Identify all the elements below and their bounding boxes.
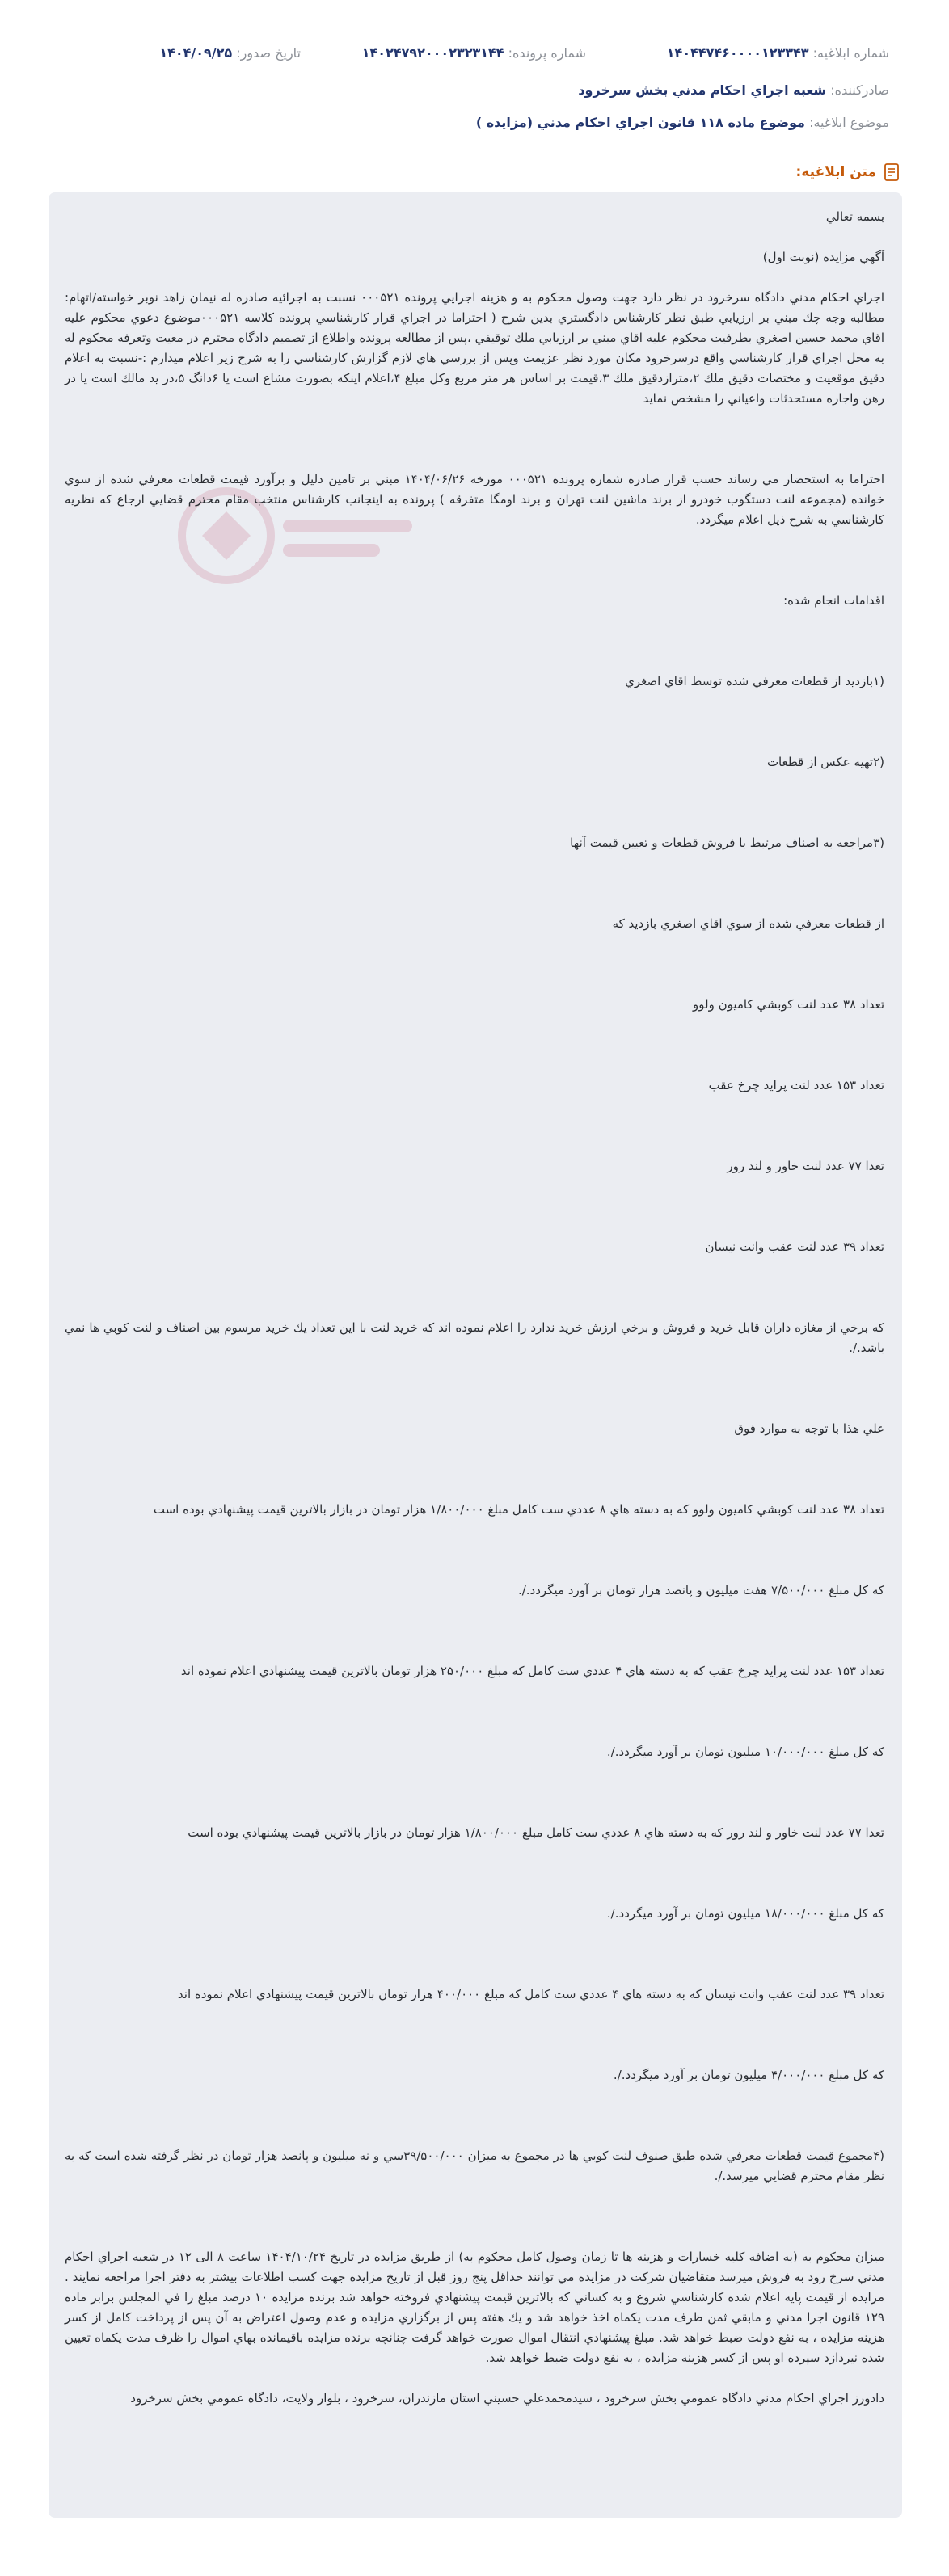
body-paragraph: كه برخي از مغازه داران قابل خريد و فروش و برخي ارزش خريد ندارد را اعلام نموده اند كه خريد لنت با اين تعداد يك خريد مرسوم بين اصناف و لنت كوبي ها نمي باشد./.: [65, 1320, 884, 1355]
body-paragraph: اقدامات انجام شده:: [783, 593, 884, 608]
subject-value: موضوع ماده ۱۱۸ قانون اجراي احكام مدني (مزايده ): [475, 115, 805, 130]
body-paragraph: (۲تهيه عكس از قطعات: [766, 755, 884, 769]
sender-value: شعبه اجراي احكام مدني بخش سرخرود: [578, 82, 827, 98]
body-paragraph: تعدا ۷۷ عدد لنت خاور و لند رور كه به دسته هاي ۸ عددي ست كامل مبلغ ۱/۸۰۰/۰۰۰ هزار تومان در بازار بالاترين قيمت پيشنهادي بوده است: [188, 1825, 884, 1840]
body-paragraph: (۱بازديد از قطعات معرفي شده توسط اقاي اصغري: [625, 674, 884, 688]
body-paragraph: كه كل مبلغ ۷/۵۰۰/۰۰۰ هفت ميليون و پانصد هزار تومان بر آورد ميگردد./.: [517, 1583, 884, 1597]
case-number-label: شماره پرونده:: [508, 45, 586, 61]
notice-body-panel: [49, 192, 902, 2518]
body-paragraph: علي هذا با توجه به موارد فوق: [734, 1421, 884, 1436]
body-paragraph: كه كل مبلغ ۱۰/۰۰۰/۰۰۰ ميليون تومان بر آورد ميگردد./.: [606, 1745, 884, 1759]
body-paragraph: (۳مراجعه به اصناف مرتبط با فروش قطعات و تعيين قيمت آنها: [570, 836, 884, 850]
body-paragraph: كه كل مبلغ ۱۸/۰۰۰/۰۰۰ ميليون تومان بر آورد ميگردد./.: [606, 1906, 884, 1921]
body-paragraph: تعداد ۳۸ عدد لنت كوبشي كاميون ولوو: [693, 997, 884, 1012]
body-paragraph: تعداد ۱۵۳ عدد لنت پرايد چرخ عقب: [708, 1078, 884, 1092]
issue-date-value: ۱۴۰۴/۰۹/۲۵: [159, 45, 233, 61]
notice-number-label: شماره ابلاغیه:: [812, 45, 889, 61]
meta-row: [49, 44, 889, 62]
body-paragraph: تعداد ۳۹ عدد لنت عقب وانت نيسان: [705, 1240, 884, 1254]
document-icon: [883, 162, 900, 182]
body-paragraph: تعداد ۳۸ عدد لنت كوبشي كاميون ولوو كه به دسته هاي ۸ عددي ست كامل مبلغ ۱/۸۰۰/۰۰۰ هزار تومان در بازار بالاترين قيمت پيشنهادي بوده است: [153, 1502, 884, 1517]
body-paragraph: بسمه تعالي: [825, 209, 884, 224]
sender-row: [49, 82, 889, 99]
case-number-value: ۱۴۰۲۴۷۹۲۰۰۰۲۳۲۳۱۴۴: [361, 45, 504, 61]
body-paragraph: تعداد ۳۹ عدد لنت عقب وانت نيسان كه به دسته هاي ۴ عددي ست كامل كه مبلغ ۴۰۰/۰۰۰ هزار تومان بالاترين قيمت پيشنهادي اعلام نموده اند: [177, 1987, 884, 2001]
issue-date: [159, 44, 301, 62]
subject-row: [49, 114, 889, 132]
body-paragraph: ميزان محكوم به (به اضافه كليه خسارات و هزينه ها تا زمان وصول كامل محكوم به) از طريق مزايده در تاريخ ۱۴۰۴/۱۰/۲۴ ساعت ۸ الی ۱۲ در شعبه اجراي احكام مدني سرخ رود به فروش ميرسد متقاضيان شركت در مزايده مي توانند حداقل پنج روز قبل از تاريخ مزايده جهت كسب اطلاعات بيشتر به دفتر اجرا مراجعه نمايند . مزايده از قيمت پايه اعلام شده كارشناسي شروع و به كساني كه بالاترين قيمت پيشنهادي فروخته خواهد شد برنده مزايده ۱۰ درصد مبلغ را في المجلس برابر ماده ۱۲۹ قانون اجرا مدني و مابقي ثمن ظرف مدت يكماه اخذ خواهد شد و يك هفته پس از برگزاري مزايده و عدم وصول اعتراض به آن پس از پرداخت كامل از كسر هزينه مزايده ، به نفع دولت ضبط خواهد شد. مبلغ پيشنهادي انتقال اموال صورت خواهد گرفت چنانچه برنده مزايده باقيمانده بهاي اموال را ظرف مدت يكماه تعيين شده نيردازد سپرده او پس از كسر هزينه مزايده ، به نفع دولت ضبط خواهد شد.: [65, 2250, 884, 2365]
sender-label: صادرکننده:: [830, 82, 889, 98]
body-paragraph: (۴مجموع قيمت قطعات معرفي شده طبق صنوف لنت كوبي ها در مجموع به ميزان ۳۹/۵۰۰/۰۰۰سي و نه ميليون و پانصد هزار تومان در نظر گرفته شده است كه به نظر مقام محترم قضايي ميرسد./.: [65, 2149, 884, 2183]
body-paragraph: كه كل مبلغ ۴/۰۰۰/۰۰۰ ميليون تومان بر آورد ميگردد./.: [613, 2068, 884, 2082]
issue-date-label: تاریخ صدور:: [236, 45, 301, 61]
notice-header: [0, 0, 949, 154]
notice-body: [65, 207, 884, 2409]
subject-label: موضوع ابلاغیه:: [809, 115, 889, 130]
body-paragraph: تعدا ۷۷ عدد لنت خاور و لند رور: [727, 1159, 884, 1173]
notice-text-title: متن ابلاغیه:: [795, 164, 876, 180]
body-paragraph: احتراما به استحضار مي رساند حسب قرار صادره شماره پرونده ۰۰۰۵۲۱ مورخه ۱۴۰۴/۰۶/۲۶ مبني بر تامين دليل و برآورد قيمت قطعات معرفي شده از سوي خوانده (مجموعه لنت دستگوب خودرو از برند ماشين لنت تهران و برند اومگا متفرقه ) پرونده به اينجانب كارشناس منتخب مقام محترم قضايي ارجاع كه نظريه كارشناسي به شرح ذيل اعلام ميگردد.: [65, 472, 884, 527]
body-paragraph: آگهي مزايده (نوبت اول): [762, 250, 884, 264]
notice-number: [667, 44, 889, 62]
body-paragraph: از قطعات معرفي شده از سوي اقاي اصغري بازديد كه: [612, 916, 884, 931]
notice-text-heading: [796, 162, 900, 183]
body-paragraph: دادورز اجراي احكام مدني دادگاه عمومي بخش سرخرود ، سيدمحمدعلي حسيني استان مازندران، سرخرود ، بلوار ولايت، دادگاه عمومي بخش سرخرود: [130, 2391, 884, 2406]
body-paragraph: تعداد ۱۵۳ عدد لنت پرايد چرخ عقب كه به دسته هاي ۴ عددي ست كامل كه مبلغ ۲۵۰/۰۰۰ هزار تومان بالاترين قيمت پيشنهادي اعلام نموده اند: [180, 1664, 884, 1678]
body-paragraph: اجراي احكام مدني دادگاه سرخرود در نظر دارد جهت وصول محكوم به و هزينه اجرايي پرونده ۰۰۰۵۲۱ نسبت به اجرائيه صادره له نيمان زاهد نوبر خواسته/اتهام: مطالبه وجه چك مبني بر ارزيابي طبق نظر كارشناس دادگستري بدين شرح ( احتراما در اجراي قرار كارشناسي پرونده كلاسه ۰۰۰۵۲۱موضوع دعوي محكوم عليه اقاي محمد حسين اصغري بطرفيت محكوم عليه اقاي مبني بر ارزيابي ملك توقيفي ،پس از مطالعه پرونده واطلاع از تصميم دادگاه محترم در معيت وتعرفه محكوم له به محل اجراي قرار كارشناسي واقع درسرخرود مكان مورد نظر عزيمت وپس از بررسي هاي لازم گزارش كارشناسي را به شرح زير اعلام ميدارم :-نسبت به اعلام دقيق موقعيت و مختصات دقيق ملك ۲،مترازدقيق ملك ۳،قيمت بر اساس هر متر مربع وكل مبلغ ۴،اعلام اينكه بصورت مشاع است يا ۶دانگ ۵،در يد مالك است يا در رهن واجاره مستحدثات واعياني را مشخص نمايد: [65, 290, 885, 406]
notice-number-value: ۱۴۰۴۴۷۴۶۰۰۰۰۱۲۳۳۴۳: [666, 45, 809, 61]
case-number: [362, 44, 586, 62]
